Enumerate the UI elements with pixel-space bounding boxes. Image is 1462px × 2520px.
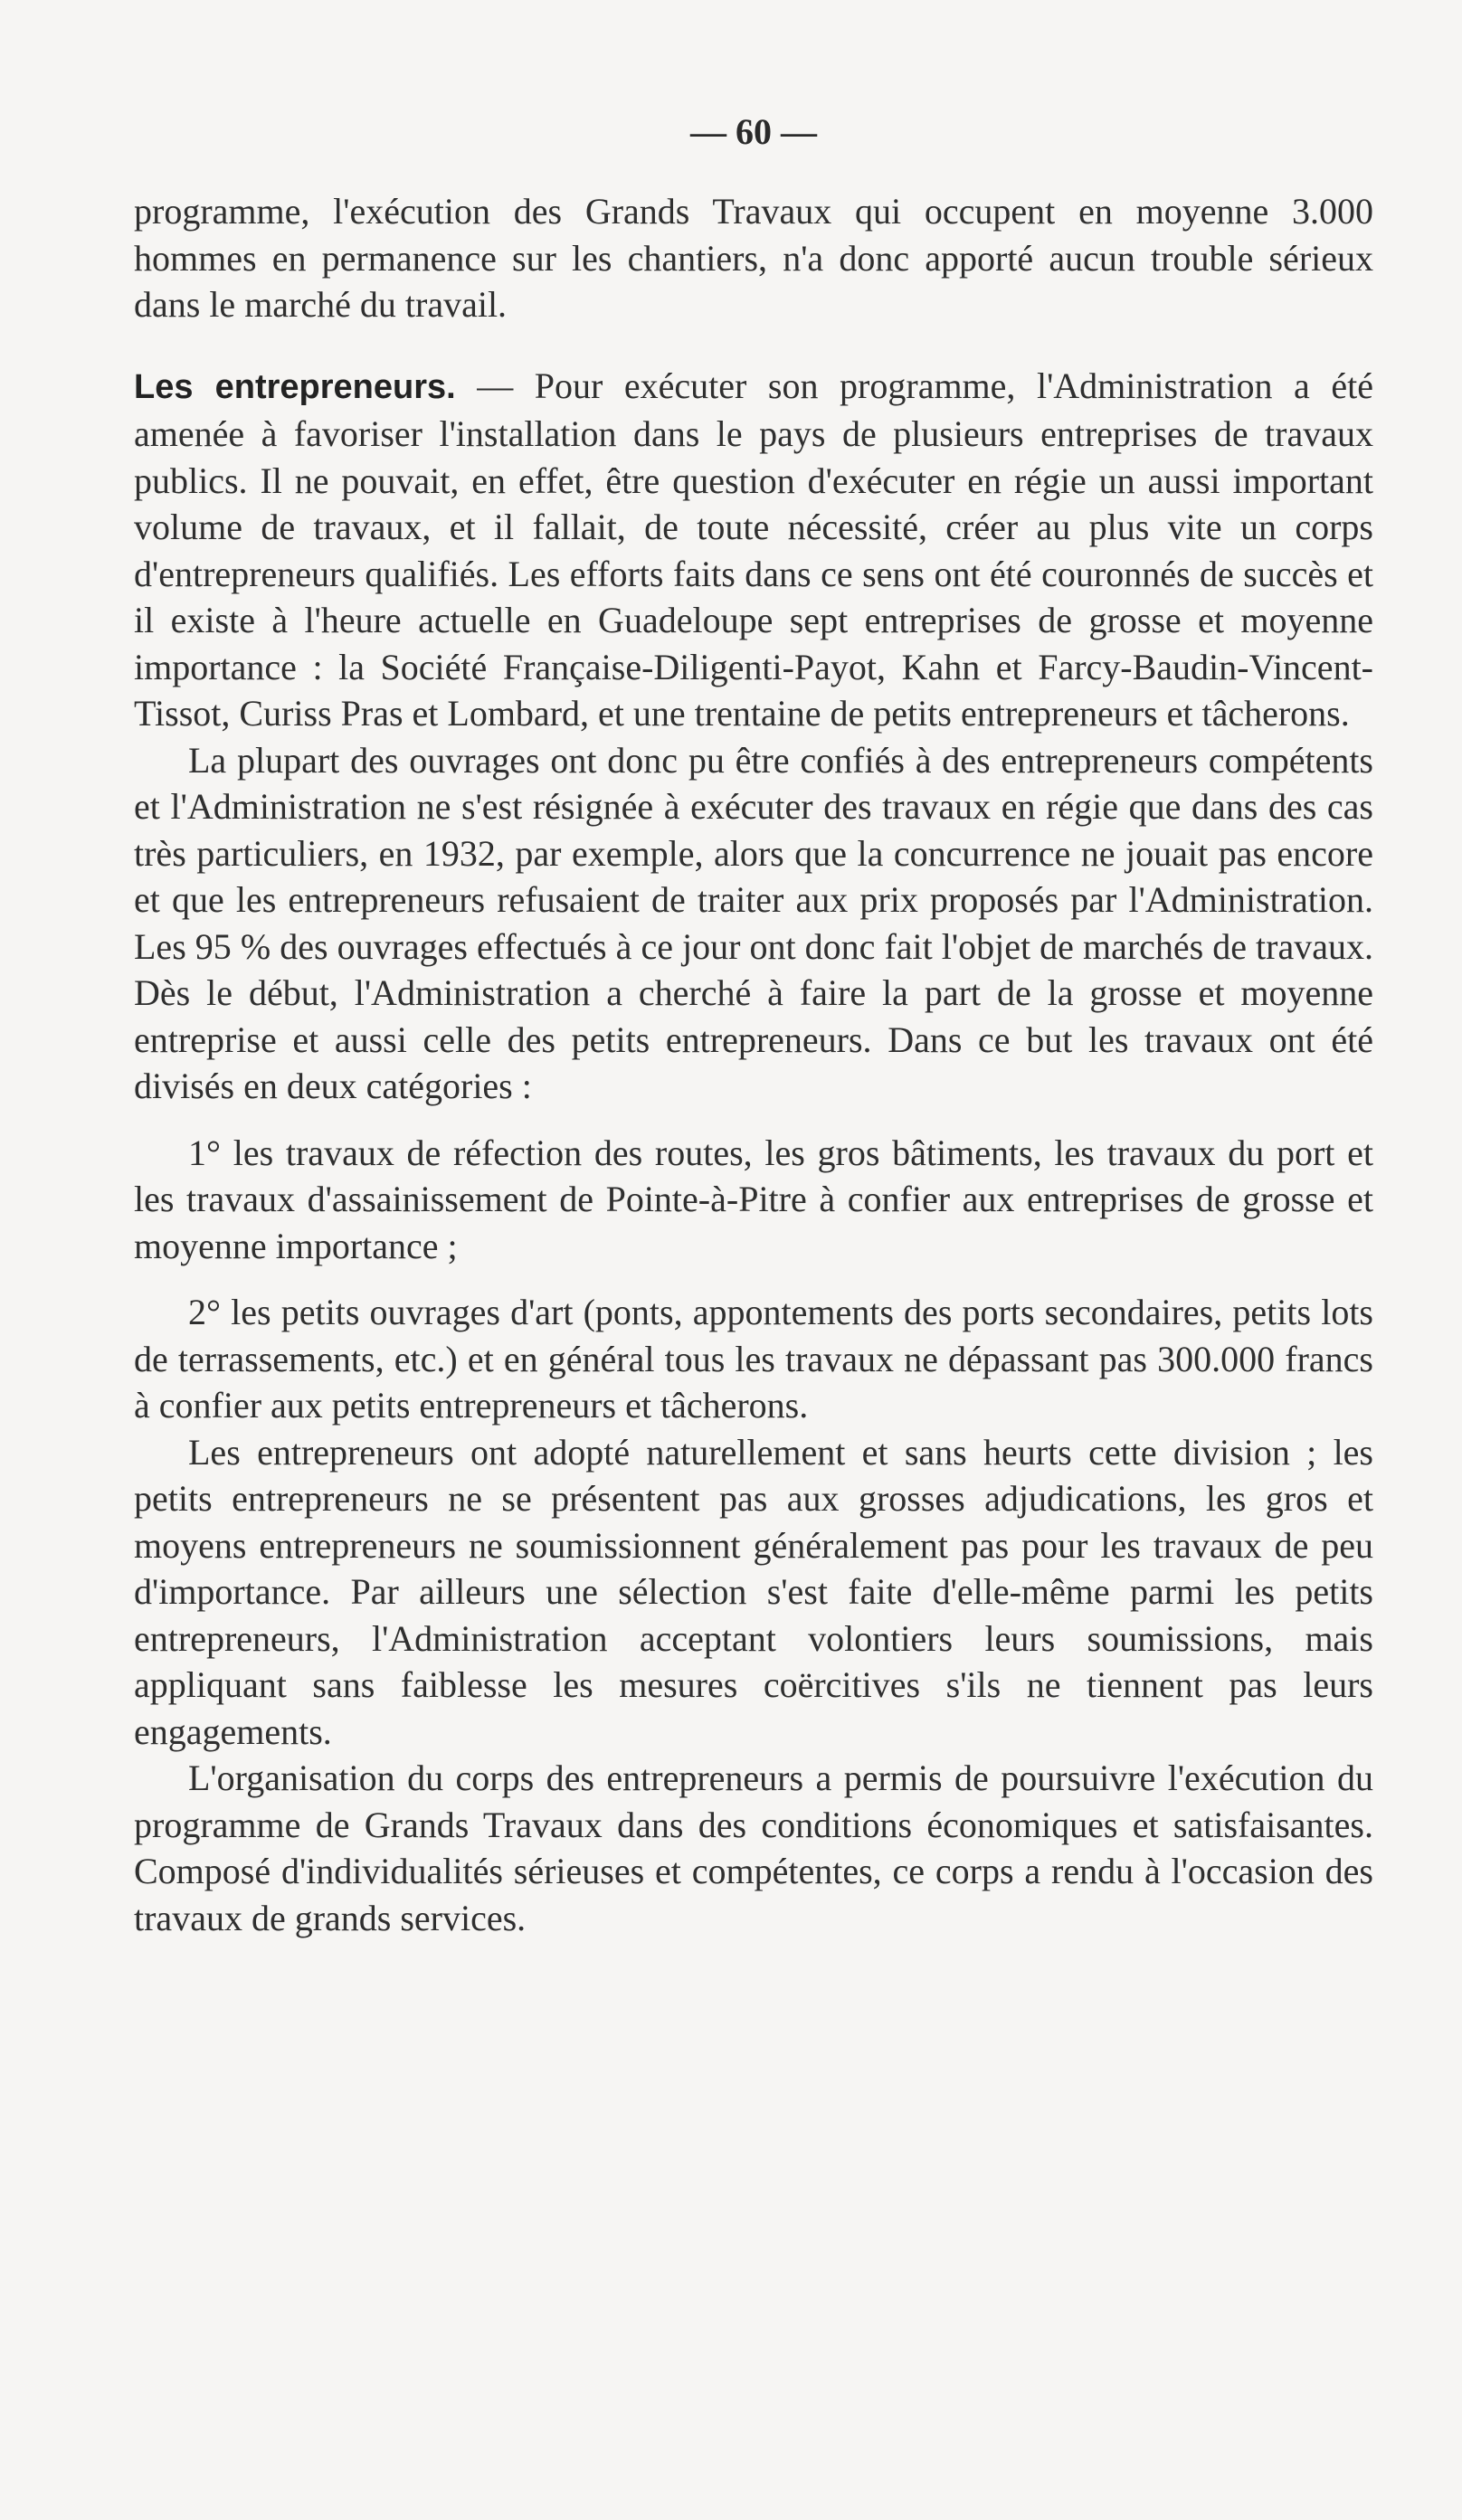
paragraph-organisation: L'organisation du corps des entrepreneurs a permis de poursuivre l'exécution du programme de Grands Travaux dans des conditions économiques et satisfaisantes. Composé d'individualités sérieuses et compétentes, ce corps a rendu à l'occasion des travaux de grands services.: [134, 1757, 1373, 1938]
paragraph-regie: La plupart des ouvrages ont donc pu être confiés à des entrepreneurs compétents et l'Administration ne s'est résignée à exécuter des travaux en régie que dans des cas très particuliers, en 1932, par exemple, alors que la concurrence ne jouait pas encore et que les entrepreneurs refusaient de traiter aux prix proposés par l'Administration. Les 95 % des ouvrages effectués à ce jour ont donc fait l'objet de marchés de travaux. Dès le début, l'Administration a cherché à faire la part de la grosse et moyenne entreprise et aussi celle des petits entrepreneurs. Dans ce but les travaux ont été divisés en deux catégories :: [134, 739, 1373, 1106]
paragraph-division: Les entrepreneurs ont adopté naturellement et sans heurts cette division ; les petits entrepreneurs ne se présentent pas aux grosses adjudications, les gros et moyens entrepreneurs ne soumissionnent généralement pas pour les travaux de peu d'importance. Par ailleurs une sélection s'est faite d'elle-même parmi les petits entrepreneurs, l'Administration acceptant volontiers leurs soumissions, mais appliquant sans faiblesse les mesures coërcitives s'ils ne tiennent pas leurs engagements.: [134, 1431, 1373, 1752]
list-item-category-1: 1° les travaux de réfection des routes, les gros bâtiments, les travaux du port et les travaux d'assainissement de Pointe-à-Pitre à confier aux entreprises de grosse et moyenne importance ;: [134, 1132, 1373, 1266]
spacer: [134, 1269, 1373, 1289]
list-item-category-2: 2° les petits ouvrages d'art (ponts, appontements des ports secondaires, petits lots de terrassements, etc.) et en général tous les travaux ne dépassant pas 300.000 francs à confier aux petits entrepreneurs et tâcherons.: [134, 1292, 1373, 1426]
paragraph-text: — Pour exécuter son programme, l'Administration a été amenée à favoriser l'installation dans le pays de plusieurs entreprises de travaux publics. Il ne pouvait, en effet, être question d'exécuter en régie un aussi important volume de travaux, et il fallait, de toute nécessité, créer au plus vite un corps d'entrepreneurs qualifiés. Les efforts faits dans ce sens ont été couronnés de succès et il existe à l'heure actuelle en Guadeloupe sept entreprises de grosse et moyenne importance : la Société Française-Diligenti-Payot, Kahn et Farcy-Baudin-Vincent-Tissot, Curiss Pras et Lombard, et une trentaine de petits entrepreneurs et tâcherons.: [134, 365, 1373, 734]
paragraph-entrepreneurs: [134, 363, 1373, 737]
page-number: — 60 —: [690, 111, 817, 152]
section-heading: Les entrepreneurs.: [134, 367, 456, 406]
spacer: [134, 328, 1373, 363]
paragraph-continuation: programme, l'exécution des Grands Travaux qui occupent en moyenne 3.000 hommes en permanence sur les chantiers, n'a donc apporté aucun trouble sérieux dans le marché du travail.: [134, 191, 1373, 325]
spacer: [134, 1110, 1373, 1130]
body-text: [134, 188, 1373, 1941]
